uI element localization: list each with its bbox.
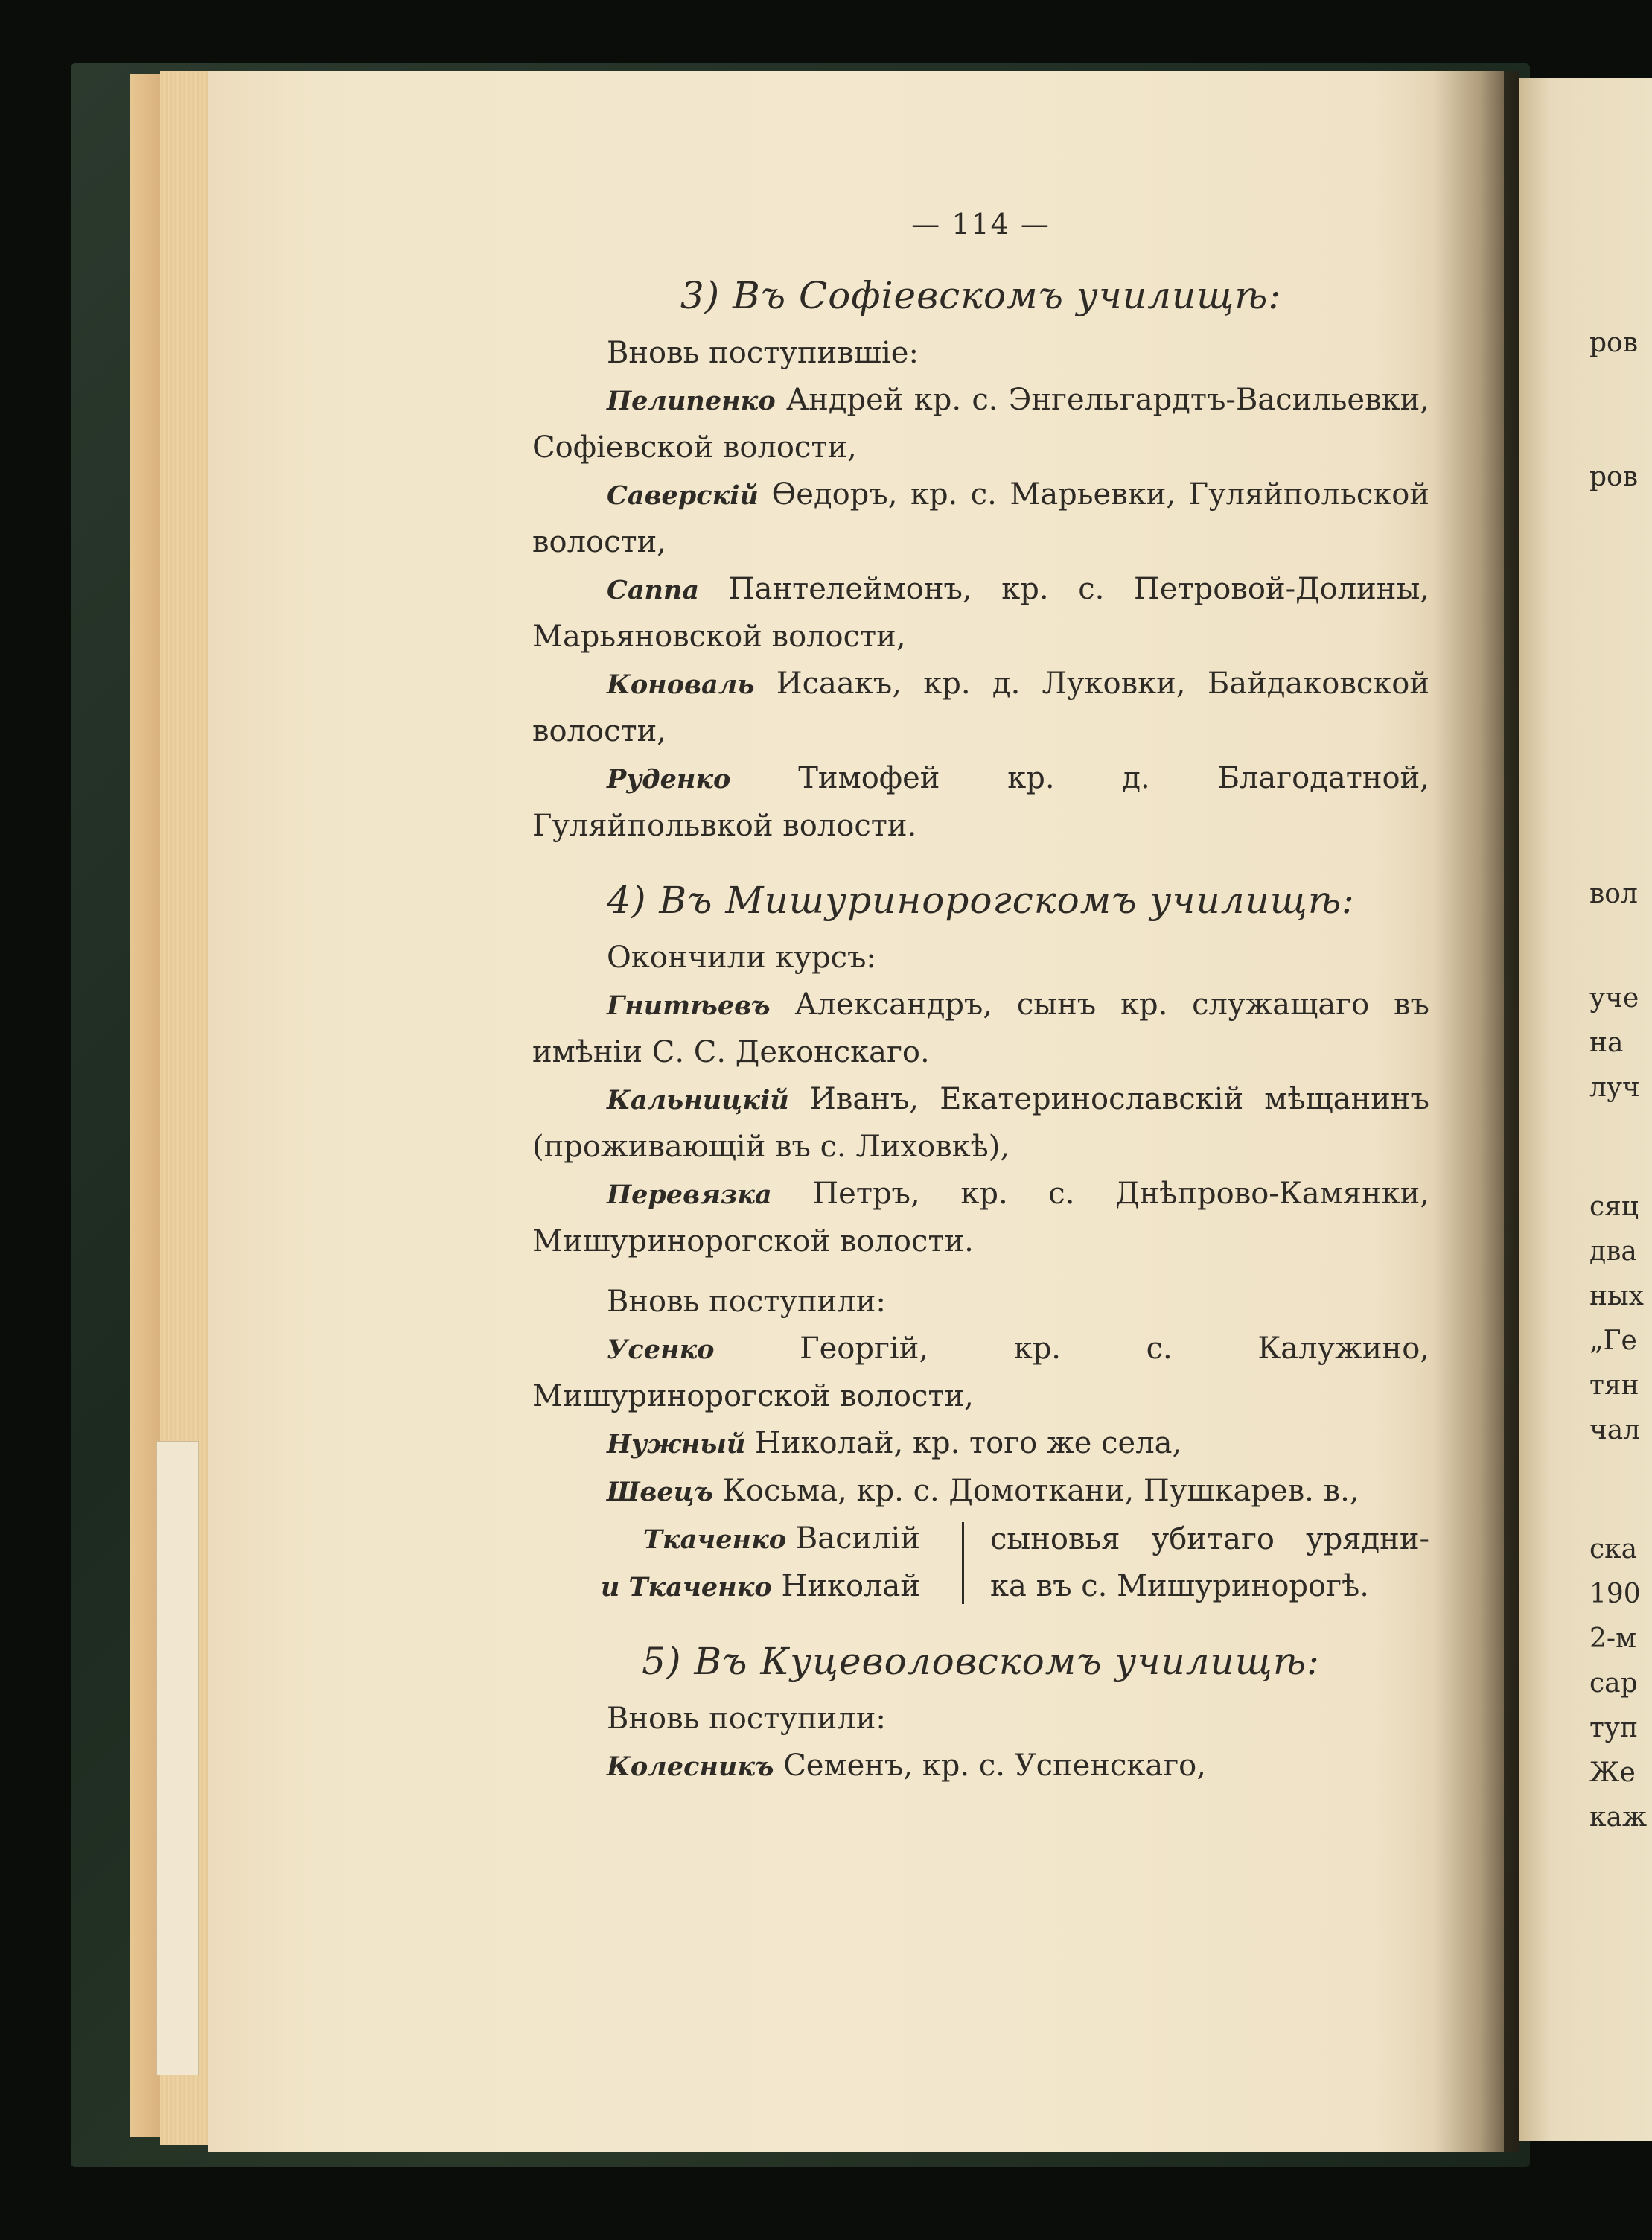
conjunction: и	[600, 1572, 629, 1603]
facing-page-fragment: скa	[1589, 1534, 1638, 1565]
entry-surname: Швецъ	[607, 1477, 714, 1507]
entry-details: Николай	[771, 1569, 920, 1603]
facing-page-fragment: каж	[1589, 1802, 1648, 1833]
entry-details: Косьма, кр. с. Домоткани, Пушкарев. в.,	[713, 1474, 1359, 1508]
group-gap	[532, 1265, 1429, 1279]
entry	[532, 471, 1429, 566]
brace	[938, 1522, 990, 1604]
section-heading: 4) Въ Мишуринорогскомъ училищѣ:	[607, 879, 1355, 922]
entry	[532, 1468, 1429, 1515]
entry-surname: Саппа	[607, 575, 700, 605]
entry-details: Петръ, кр. с. Днѣпрово-Камянки, Мишуринорогской волости.	[532, 1177, 1429, 1259]
brother-name	[532, 1563, 938, 1611]
entry-surname: Нужный	[607, 1429, 746, 1460]
entry-details: Андрей кр. с. Энгельгардтъ-Васильевки, Софіевской волости,	[532, 383, 1429, 465]
section-heading: 3) Въ Софіевскомъ училищѣ:	[680, 274, 1282, 317]
group-label: Вновь поступили:	[607, 1702, 886, 1736]
facing-page-fragment: ных	[1589, 1281, 1644, 1311]
facing-page-fragment: уче	[1589, 983, 1639, 1014]
description-line: ка въ с. Мишуринорогѣ.	[990, 1569, 1369, 1603]
page-text	[532, 201, 1429, 1790]
entry	[532, 566, 1429, 661]
entry-surname: Усенко	[607, 1334, 715, 1365]
facing-page-fragment: вол	[1589, 879, 1638, 909]
entry	[532, 377, 1429, 471]
entry	[532, 981, 1429, 1076]
cover-inner-edge	[130, 74, 160, 2137]
brother-name	[532, 1515, 938, 1563]
section-gap	[532, 1611, 1429, 1624]
entry	[532, 1076, 1429, 1171]
facing-page-fragment: 2-м	[1589, 1623, 1637, 1654]
facing-page-fragment: на	[1589, 1028, 1624, 1058]
brothers-entry	[532, 1515, 1429, 1611]
brothers-description	[990, 1516, 1429, 1610]
entry-surname: Коноваль	[607, 669, 755, 700]
facing-page-fragment: „Ге	[1589, 1326, 1637, 1356]
page-gutter	[1433, 71, 1519, 2152]
entry	[532, 1743, 1429, 1790]
entry	[532, 661, 1429, 755]
facing-page-fragment: Же	[1589, 1757, 1636, 1788]
entry-details: Семенъ, кр. с. Успенскаго,	[774, 1749, 1206, 1783]
facing-page-fragment: два	[1589, 1236, 1637, 1267]
entry	[532, 1326, 1429, 1420]
facing-page-fragment: ров	[1589, 462, 1638, 492]
entry-details: Иванъ, Екатеринославскій мѣщанинъ (проживающій въ с. Лиховкѣ),	[532, 1082, 1429, 1164]
entry-surname: Ткаченко	[628, 1572, 772, 1603]
brace-line	[962, 1522, 975, 1604]
entry-details: Өедоръ, кр. с. Марьевки, Гуляйпольской волости,	[532, 477, 1429, 559]
library-label-strip	[156, 1441, 199, 2075]
facing-page-text	[1589, 328, 1652, 1854]
entry-surname: Гнитѣевъ	[607, 990, 771, 1021]
entry-surname: Саверскій	[607, 480, 759, 511]
description-line: сыновья убитаго урядни-	[990, 1522, 1429, 1556]
entry-details: Александръ, сынъ кр. служащаго въ имѣніи С. С. Деконскаго.	[532, 987, 1429, 1069]
facing-page-fragment: сяц	[1589, 1191, 1639, 1222]
entry-surname: Пелипенко	[607, 386, 776, 416]
entry	[532, 1420, 1429, 1468]
entry-surname: Руденко	[607, 764, 731, 795]
facing-page-fragment: чал	[1589, 1415, 1641, 1445]
group-label: Вновь поступили:	[607, 1285, 886, 1319]
entry-surname: Колесникъ	[607, 1751, 774, 1782]
group-label: Окончили курсъ:	[607, 941, 876, 975]
entry-details: Николай, кр. того же села,	[745, 1426, 1182, 1460]
entry-details: Георгій, кр. с. Калужино, Мишуринорогской волости,	[532, 1331, 1429, 1413]
entry-details: Тимофей кр. д. Благодатной, Гуляйпольвкой волости.	[532, 761, 1429, 843]
section-gap	[532, 850, 1429, 863]
facing-page-fragment: сар	[1589, 1668, 1638, 1699]
brothers-names	[532, 1515, 938, 1611]
section-heading: 5) Въ Куцеволовскомъ училищѣ:	[642, 1640, 1320, 1683]
facing-page-fragment: ров	[1589, 328, 1638, 358]
facing-page-fragment: луч	[1589, 1072, 1640, 1103]
entry-surname: Кальницкій	[607, 1085, 789, 1116]
entry-details: Пантелеймонъ, кр. с. Петровой-Долины, Марьяновской волости,	[532, 572, 1429, 654]
entry-surname: Перевязка	[607, 1180, 772, 1210]
entry	[532, 755, 1429, 850]
sections	[532, 264, 1429, 1790]
facing-page-fragment: 190	[1589, 1579, 1641, 1609]
entry-surname: Ткаченко	[642, 1524, 787, 1555]
facing-page-fragment: туп	[1589, 1713, 1639, 1743]
entry-details: Василій	[786, 1521, 920, 1556]
entry-details: Исаакъ, кр. д. Луковки, Байдаковской волости,	[532, 666, 1429, 748]
entry	[532, 1171, 1429, 1265]
group-label: Вновь поступившіе:	[607, 336, 919, 370]
page-number: — 114 —	[911, 208, 1050, 241]
facing-page-fragment: тян	[1589, 1370, 1639, 1401]
